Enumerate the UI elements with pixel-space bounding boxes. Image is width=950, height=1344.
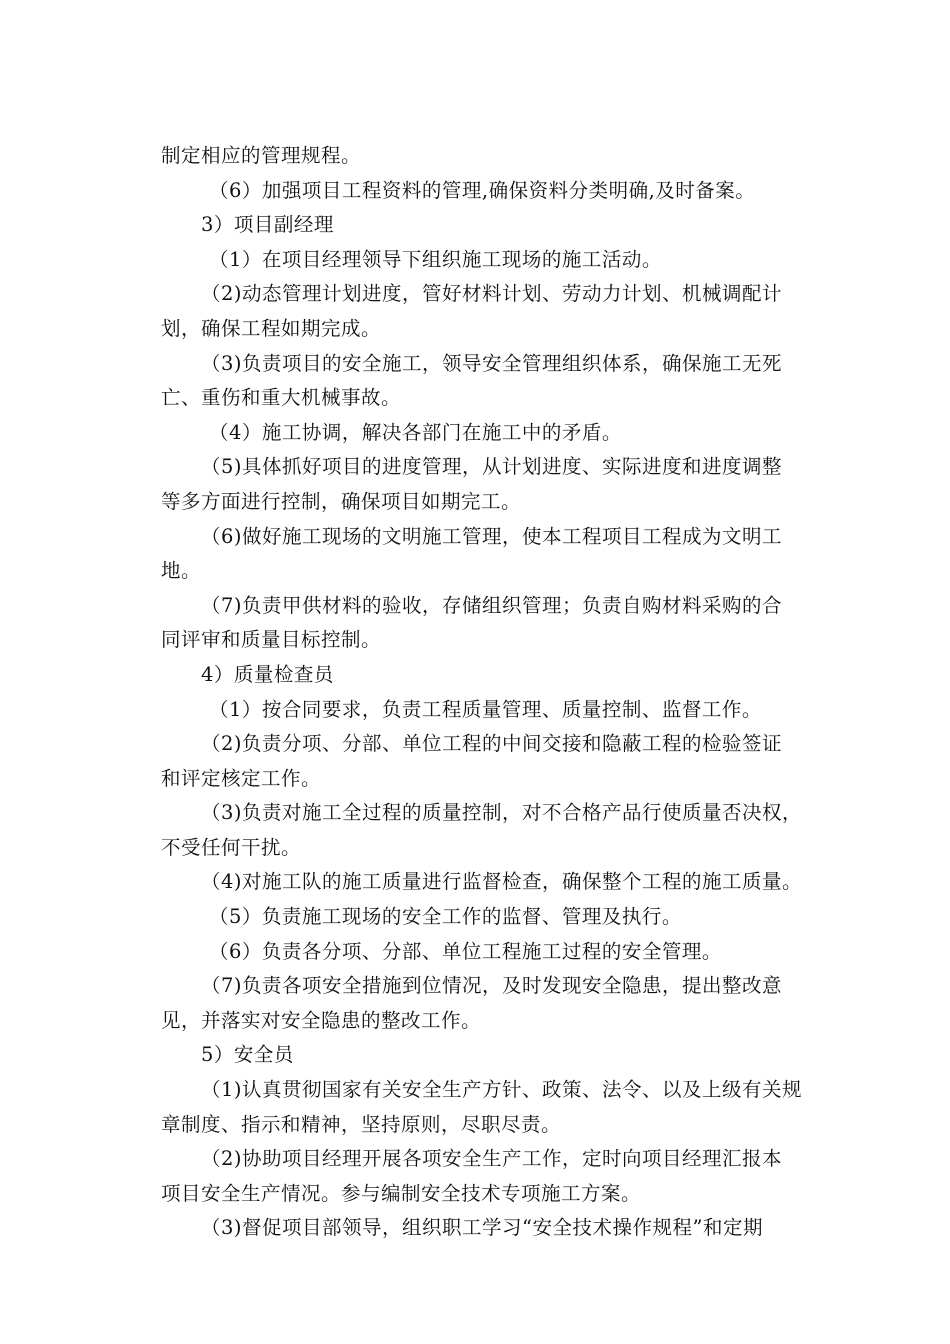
document-body bbox=[161, 139, 861, 1246]
text-line: 同评审和质量目标控制。 bbox=[161, 628, 382, 652]
text-line: 和评定核定工作。 bbox=[161, 766, 322, 790]
text-line: （7)负责各项安全措施到位情况，及时发现安全隐患，提出整改意 bbox=[201, 974, 783, 998]
text-line: 地。 bbox=[161, 559, 202, 583]
text-line: 划，确保工程如期完成。 bbox=[161, 316, 382, 340]
text-line: （5）负责施工现场的安全工作的监督、管理及执行。 bbox=[209, 905, 682, 929]
text-line: 见，并落实对安全隐患的整改工作。 bbox=[161, 1008, 482, 1032]
text-line: （2)动态管理计划进度，管好材料计划、劳动力计划、机械调配计 bbox=[201, 282, 783, 306]
text-line: （1）在项目经理领导下组织施工现场的施工活动。 bbox=[209, 247, 662, 271]
text-line: （2)协助项目经理开展各项安全生产工作，定时向项目经理汇报本 bbox=[201, 1147, 783, 1171]
section-heading: 4）质量检查员 bbox=[201, 662, 334, 686]
text-line: （1）按合同要求，负责工程质量管理、质量控制、监督工作。 bbox=[209, 697, 762, 721]
text-line: （6)做好施工现场的文明施工管理，使本工程项目工程成为文明工 bbox=[201, 524, 783, 548]
text-line: （6）加强项目工程资料的管理,确保资料分类明确,及时备案。 bbox=[209, 178, 756, 202]
text-line: （4）施工协调，解决各部门在施工中的矛盾。 bbox=[209, 420, 622, 444]
text-line: （3)督促项目部领导，组织职工学习“安全技术操作规程”和定期 bbox=[201, 1216, 763, 1240]
text-line: （7)负责甲供材料的验收，存储组织管理；负责自购材料采购的合 bbox=[201, 593, 783, 617]
text-line: （4)对施工队的施工质量进行监督检查，确保整个工程的施工质量。 bbox=[201, 870, 803, 894]
text-line: 项目安全生产情况。参与编制安全技术专项施工方案。 bbox=[161, 1181, 642, 1205]
text-line: （3)负责项目的安全施工，领导安全管理组织体系，确保施工无死 bbox=[201, 351, 783, 375]
text-line: （3)负责对施工全过程的质量控制，对不合格产品行使质量否决权， bbox=[201, 801, 803, 825]
text-line: （2)负责分项、分部、单位工程的中间交接和隐蔽工程的检验签证 bbox=[201, 732, 783, 756]
section-heading: 5）安全员 bbox=[201, 1043, 294, 1067]
text-line: 章制度、指示和精神，坚持原则，尽职尽责。 bbox=[161, 1112, 562, 1136]
text-line: （1)认真贯彻国家有关安全生产方针、政策、法令、以及上级有关规 bbox=[201, 1078, 803, 1102]
text-line: （6）负责各分项、分部、单位工程施工过程的安全管理。 bbox=[209, 939, 722, 963]
section-heading: 3）项目副经理 bbox=[201, 213, 334, 237]
text-line: （5)具体抓好项目的进度管理，从计划进度、实际进度和进度调整 bbox=[201, 455, 783, 479]
text-line: 不受任何干扰。 bbox=[161, 835, 302, 859]
text-line: 等多方面进行控制，确保项目如期完工。 bbox=[161, 489, 522, 513]
text-line: 制定相应的管理规程。 bbox=[161, 144, 362, 167]
text-line: 亡、重伤和重大机械事故。 bbox=[161, 386, 402, 410]
